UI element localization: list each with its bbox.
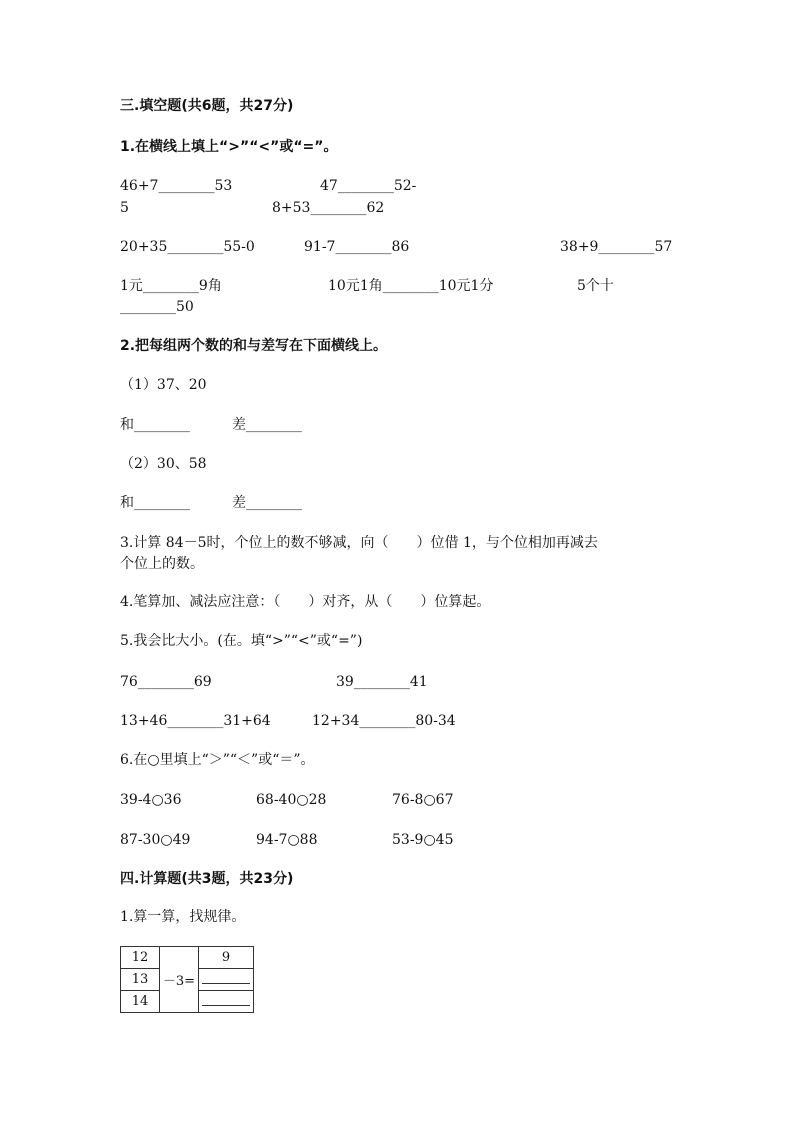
table-answer-cell[interactable] — [199, 991, 254, 1013]
q1-item: 91-7________86 — [304, 239, 410, 255]
table-operator-cell: －3= — [160, 947, 199, 1013]
q5-item: 12+34________80-34 — [312, 713, 456, 729]
q6-item: 39-4○36 — [120, 792, 182, 808]
answer-blank — [202, 993, 250, 1006]
q1-item: 10元1角________10元1分 — [328, 278, 494, 294]
q5-prompt: 5.我会比大小。(在。填“>”“<”或“=”) — [120, 633, 363, 649]
table-cell: 13 — [121, 969, 160, 991]
q3-line: 3.计算 84－5时，个位上的数不够减，向（ ）位借 1，与个位相加再减去 — [120, 535, 598, 551]
q3-line: 个位上的数。 — [120, 556, 204, 572]
q4-prompt: 4.笔算加、减法应注意：（ ）对齐，从（ ）位算起。 — [120, 594, 491, 610]
q2-diff-blank: 差________ — [232, 495, 302, 511]
q1-item: 5 — [120, 200, 129, 216]
q1-prompt: 1.在横线上填上“>”“<”或“=”。 — [120, 139, 338, 155]
q1-item: 5个十 — [577, 278, 614, 294]
q6-item: 94-7○88 — [256, 832, 318, 848]
q6-item: 68-40○28 — [256, 792, 327, 808]
q6-item: 76-8○67 — [392, 792, 454, 808]
q6-item: 53-9○45 — [392, 832, 454, 848]
s4-q1-prompt: 1.算一算，找规律。 — [120, 909, 246, 925]
pattern-table — [120, 946, 254, 1013]
q5-item: 39________41 — [336, 674, 428, 690]
q1-item: ________50 — [120, 299, 194, 315]
q6-prompt: 6.在○里填上“＞”“＜”或“＝”。 — [120, 752, 315, 768]
q2-group-label: （1）37、20 — [120, 377, 207, 393]
section4-title: 四.计算题(共3题，共23分) — [120, 871, 294, 887]
q1-item: 46+7________53 — [120, 178, 233, 194]
q2-diff-blank: 差________ — [232, 417, 302, 433]
q6-item: 87-30○49 — [120, 832, 191, 848]
q1-item: 38+9________57 — [560, 239, 673, 255]
q5-item: 13+46________31+64 — [120, 713, 271, 729]
table-answer-cell[interactable] — [199, 969, 254, 991]
answer-blank — [202, 971, 250, 984]
q1-item: 1元________9角 — [120, 278, 222, 294]
q1-item: 47________52- — [320, 178, 417, 194]
q2-group-label: （2）30、58 — [120, 456, 207, 472]
q2-sum-blank: 和________ — [120, 495, 190, 511]
q1-item: 20+35________55-0 — [120, 239, 255, 255]
q5-item: 76________69 — [120, 674, 212, 690]
table-cell: 12 — [121, 947, 160, 969]
q2-sum-blank: 和________ — [120, 417, 190, 433]
table-cell: 14 — [121, 991, 160, 1013]
table-cell: 9 — [199, 947, 254, 969]
q2-prompt: 2.把每组两个数的和与差写在下面横线上。 — [120, 338, 388, 354]
q1-item: 8+53________62 — [272, 200, 385, 216]
section3-title: 三.填空题(共6题，共27分) — [120, 98, 294, 114]
